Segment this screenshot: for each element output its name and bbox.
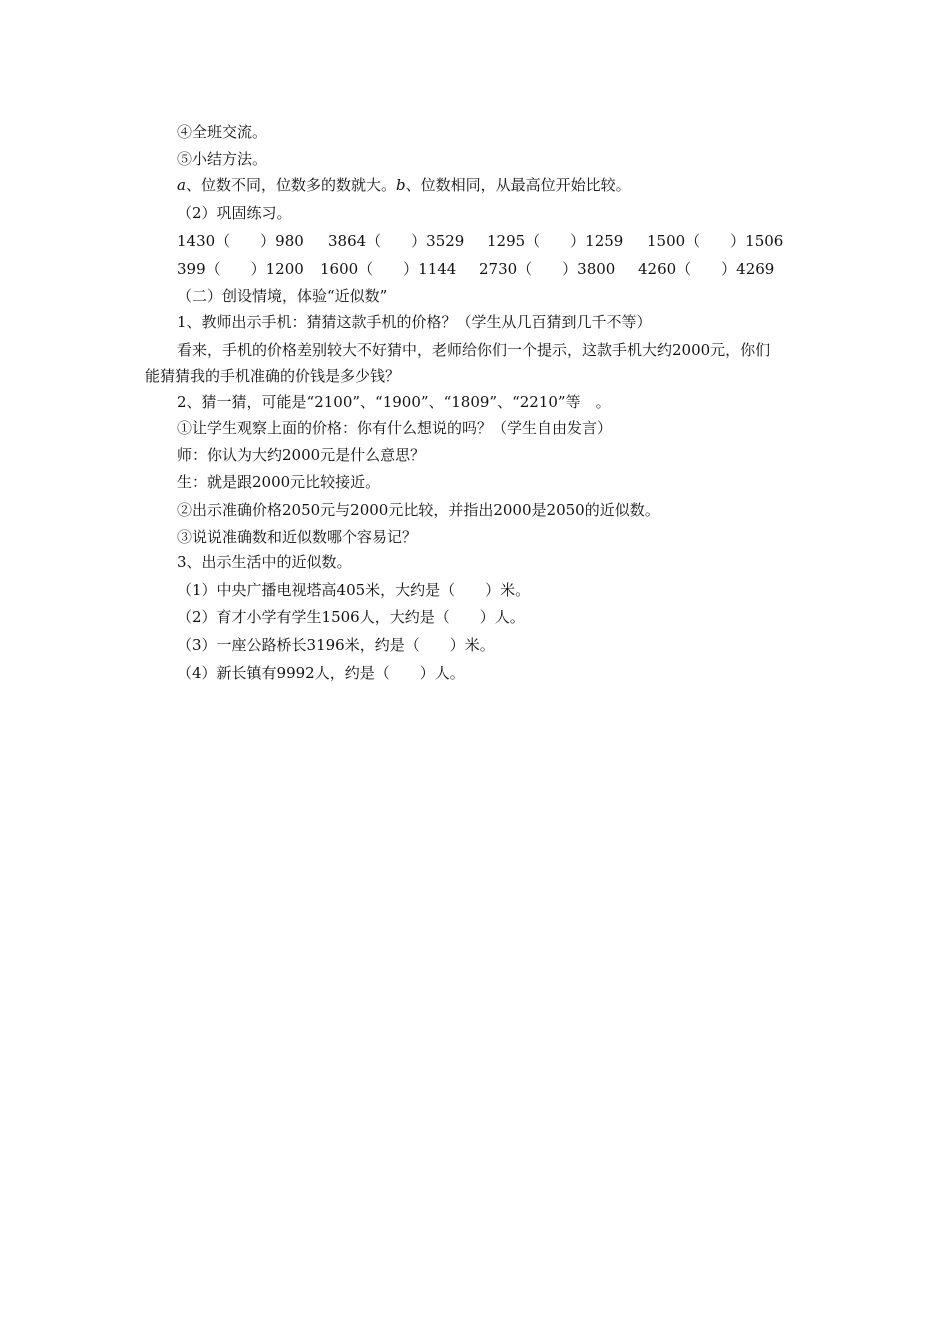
exercise-item: 2730（ ）3800 [479,260,616,278]
exercise-item: 399（ ）1200 [177,260,304,278]
exercise-item: 3864（ ）3529 [328,232,465,250]
exercise-item: 1295（ ）1259 [487,232,624,250]
rule-b-marker: b [395,176,406,194]
guess-prices: 2、猜一猜，可能是“2100”、“1900”、“1809”、“2210”等 。 [177,393,611,411]
question-2: （2）育才小学有学生1506人，大约是（ ）人。 [177,608,525,626]
hint-paragraph: 看来，手机的价格差别较大不好猜中，老师给你们一个提示，这款手机大约2000元，你们 [177,341,771,359]
step-4-class-discussion: ④全班交流。 [177,123,268,141]
section-heading: （二）创设情境，体验“近似数” [177,287,388,305]
comparison-rules [177,175,631,195]
question-3: （3）一座公路桥长3196米，约是（ ）米。 [177,636,495,654]
hint-paragraph-continued: 能猜猜我的手机准确的价钱是多少钱？ [145,367,401,385]
practice-heading: （2）巩固练习。 [177,204,292,222]
exercise-item: 1430（ ）980 [177,232,304,250]
teacher-question: 师：你认为大约2000元是什么意思？ [177,446,426,464]
exercise-item: 1600（ ）1144 [320,260,457,278]
student-answer: 生：就是跟2000元比较接近。 [177,473,381,491]
exercise-item: 4260（ ）4269 [638,260,775,278]
life-approximations-heading: 3、出示生活中的近似数。 [177,553,352,571]
rule-b-text: 、位数相同，从最高位开始比较。 [405,176,631,194]
exact-price-comparison: ②出示准确价格2050元与2000元比较，并指出2000是2050的近似数。 [177,501,660,519]
rule-a-marker: a [177,176,186,194]
which-easier-to-remember: ③说说准确数和近似数哪个容易记？ [177,528,418,546]
step-5-summarize-method: ⑤小结方法。 [177,150,268,168]
question-1: （1）中央广播电视塔高405米，大约是（ ）米。 [177,581,531,599]
question-4: （4）新长镇有9992人，约是（ ）人。 [177,664,465,682]
teacher-shows-phone: 1、教师出示手机：猜猜这款手机的价格？（学生从几百猜到几千不等） [177,313,652,331]
observe-prices: ①让学生观察上面的价格：你有什么想说的吗？（学生自由发言） [177,419,613,437]
rule-a-text: 、位数不同，位数多的数就大。 [185,176,396,194]
exercise-item: 1500（ ）1506 [647,232,784,250]
